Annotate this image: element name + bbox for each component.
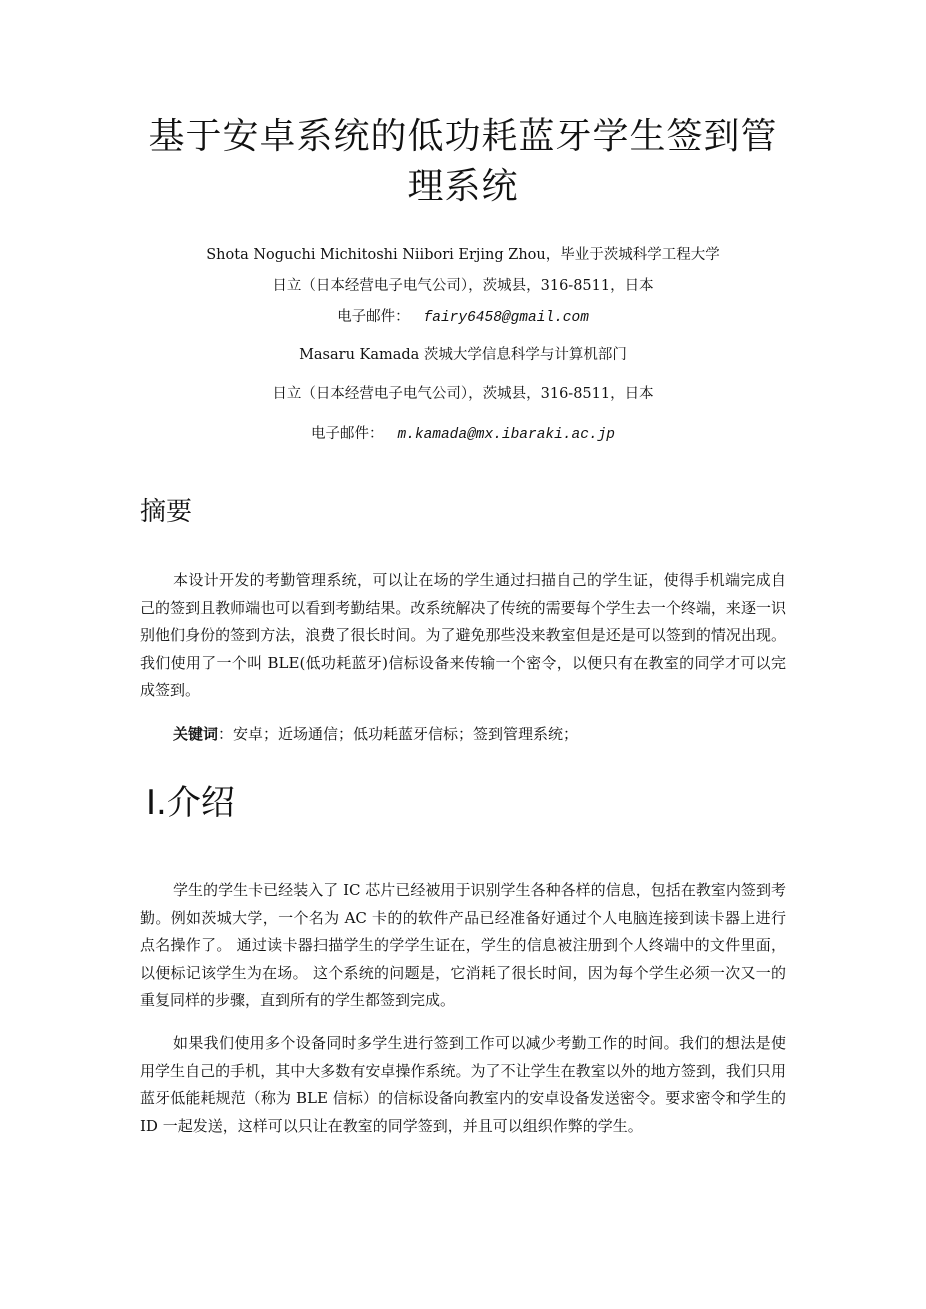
introduction-heading: Ⅰ.介绍 — [146, 783, 235, 823]
author1-email[interactable]: fairy6458@gmail.com — [423, 310, 589, 326]
paper-title-line1: 基于安卓系统的低功耗蓝牙学生签到管 — [148, 116, 778, 157]
author1-affiliation: 日立（日本经营电子电气公司），茨城县，316-8511，日本 — [272, 278, 654, 294]
author2-email-line — [140, 424, 786, 445]
author2-affiliation: 日立（日本经营电子电气公司），茨城县，316-8511，日本 — [272, 386, 654, 402]
keywords-text: ：安卓；近场通信；低功耗蓝牙信标；签到管理系统； — [218, 725, 579, 743]
keywords-line — [140, 721, 786, 749]
intro-paragraph-1: 学生的学生卡已经装入了 IC 芯片已经被用于识别学生各种各样的信息，包括在教室内签到考勤。例如茨城大学，一个名为 AC 卡的的软件产品已经准备好通过个人电脑连接到读卡器上进行点名操作了。 通过读卡器扫描学生的学学生证在，学生的信息被注册到个人终端中的文件里面，以便标记该学生为在场。 这个系统的问题是，它消耗了很长时间，因为每个学生必须一次又一的重复同样的步骤，直到所有的学生都签到完成。 — [140, 881, 786, 1009]
author2-email[interactable]: m.kamada@mx.ibaraki.ac.jp — [397, 427, 616, 443]
abstract-heading: 摘要 — [140, 497, 193, 527]
intro-paragraph-2: 如果我们使用多个设备同时多学生进行签到工作可以减少考勤工作的时间。我们的想法是使用学生自己的手机，其中大多数有安卓操作系统。为了不让学生在教室以外的地方签到，我们只用蓝牙低能耗规范（称为 BLE 信标）的信标设备向教室内的安卓设备发送密令。要求密令和学生的 ID 一起发送，这样可以只让在教室的同学签到，并且可以组织作弊的学生。 — [140, 1034, 786, 1135]
author2-email-label: 电子邮件： — [310, 426, 384, 442]
abstract-body: 本设计开发的考勤管理系统，可以让在场的学生通过扫描自己的学生证，使得手机端完成自己的签到且教师端也可以看到考勤结果。改系统解决了传统的需要每个学生去一个终端，来逐一识别他们身份的签到方法，浪费了很长时间。为了避免那些没来教室但是还是可以签到的情况出现。我们使用了一个叫 BLE(低功耗蓝牙)信标设备来传输一个密令，以便只有在教室的同学才可以完成签到。 — [140, 571, 786, 699]
author1-names: Shota Noguchi Michitoshi Niibori Erjing Zhou，毕业于茨城科学工程大学 — [206, 247, 720, 263]
author1-email-label: 电子邮件： — [337, 309, 410, 325]
paper-title-line2: 理系统 — [407, 166, 519, 207]
author2-names: Masaru Kamada 茨城大学信息科学与计算机部门 — [299, 347, 627, 363]
author1-email-line — [140, 307, 786, 328]
keywords-label: 关键词 — [173, 725, 219, 743]
paper-title — [140, 112, 786, 212]
